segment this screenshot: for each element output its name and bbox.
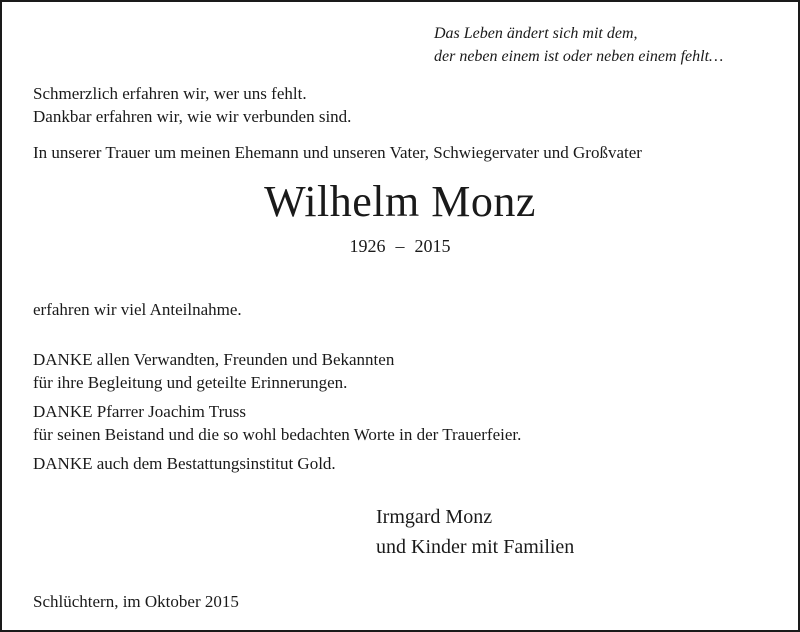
motto-line-2: der neben einem ist oder neben einem fehlt… — [434, 48, 724, 65]
thanks-2-line-1: DANKE Pfarrer Joachim Truss — [33, 402, 246, 421]
motto-line-1: Das Leben ändert sich mit dem, — [434, 25, 638, 42]
intro-line-1: Schmerzlich erfahren wir, wer uns fehlt. — [33, 84, 307, 103]
thanks-2-line-2: für seinen Beistand und die so wohl bedachten Worte in der Trauerfeier. — [33, 425, 522, 444]
trauer-line: In unserer Trauer um meinen Ehemann und unseren Vater, Schwiegervater und Großvater — [33, 143, 642, 162]
signature-line-1: Irmgard Monz — [376, 506, 493, 528]
thanks-3-line-1: DANKE auch dem Bestattungsinstitut Gold. — [33, 454, 336, 473]
thanks-1-line-1: DANKE allen Verwandten, Freunden und Bekannten — [33, 350, 395, 369]
signature-line-2: und Kinder mit Familien — [376, 536, 575, 558]
signature-block — [376, 502, 574, 562]
anteilnahme-line: erfahren wir viel Anteilnahme. — [33, 300, 242, 319]
intro-line-2: Dankbar erfahren wir, wie wir verbunden sind. — [33, 107, 352, 126]
life-dates — [2, 234, 798, 258]
intro-text — [33, 82, 351, 128]
thanks-1-line-2: für ihre Begleitung und geteilte Erinnerungen. — [33, 373, 348, 392]
date-dash: – — [395, 236, 405, 256]
birth-year: 1926 — [349, 236, 386, 256]
motto-quote — [434, 22, 723, 68]
place-date: Schlüchtern, im Oktober 2015 — [33, 592, 239, 611]
thanks-section — [33, 348, 521, 475]
death-year: 2015 — [414, 236, 451, 256]
deceased-name: Wilhelm Monz — [264, 177, 536, 226]
